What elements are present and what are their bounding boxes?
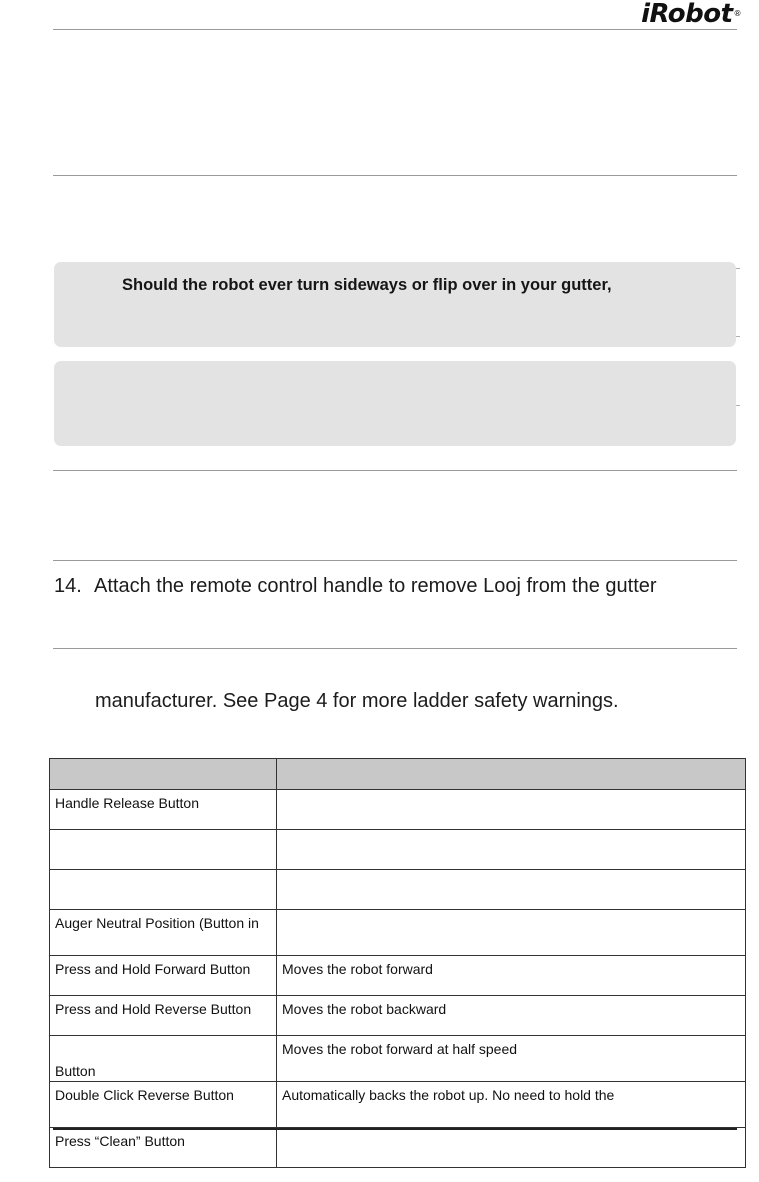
- table-row: [50, 870, 746, 910]
- button-cell: Press and Hold Reverse Button: [50, 996, 277, 1036]
- continuation-text: manufacturer. See Page 4 for more ladder safety warnings.: [95, 690, 619, 712]
- margin-tick: [736, 268, 740, 269]
- margin-tick: [736, 405, 740, 406]
- button-cell: [50, 830, 277, 870]
- action-cell: Moves the robot backward: [277, 996, 746, 1036]
- action-cell: Automatically backs the robot up. No need to hold the: [277, 1082, 746, 1128]
- table-row: [50, 1082, 746, 1128]
- step-text: Attach the remote control handle to remove Looj from the gutter: [94, 575, 657, 597]
- header-rule: [53, 29, 737, 30]
- section-divider: [53, 470, 737, 471]
- margin-tick: [736, 336, 740, 337]
- table-row: [50, 1036, 746, 1082]
- action-cell: [277, 1128, 746, 1168]
- step-14: [54, 575, 657, 598]
- note-callout: [54, 361, 736, 446]
- irobot-logo: iRobot®: [641, 0, 741, 29]
- action-cell: Moves the robot forward at half speed: [277, 1036, 746, 1082]
- section-divider: [53, 560, 737, 561]
- section-divider: [53, 175, 737, 176]
- button-cell: [50, 870, 277, 910]
- table-header-cell: [277, 759, 746, 790]
- table-header-cell: [50, 759, 277, 790]
- table-row: [50, 956, 746, 996]
- action-cell: [277, 870, 746, 910]
- step-number: 14.: [54, 575, 82, 597]
- button-cell: Auger Neutral Position (Button in: [50, 910, 277, 956]
- button-cell: Double Click Reverse Button: [50, 1082, 277, 1128]
- button-cell: Handle Release Button: [50, 790, 277, 830]
- action-cell: Moves the robot forward: [277, 956, 746, 996]
- table-row: [50, 830, 746, 870]
- table-row: [50, 910, 746, 956]
- button-cell: Press and Hold Forward Button: [50, 956, 277, 996]
- table-row: [50, 1128, 746, 1168]
- section-divider: [53, 648, 737, 649]
- warning-callout-text: Should the robot ever turn sideways or flip over in your gutter,: [122, 276, 612, 294]
- table-header-row: [50, 759, 746, 790]
- button-cell: Button: [50, 1036, 277, 1082]
- button-function-table: [49, 758, 746, 1168]
- action-cell: [277, 790, 746, 830]
- table-row: [50, 996, 746, 1036]
- button-cell: Press “Clean” Button: [50, 1128, 277, 1168]
- table-row: [50, 790, 746, 830]
- warning-callout: [54, 262, 736, 347]
- action-cell: [277, 910, 746, 956]
- footer-rule: [53, 1128, 737, 1130]
- action-cell: [277, 830, 746, 870]
